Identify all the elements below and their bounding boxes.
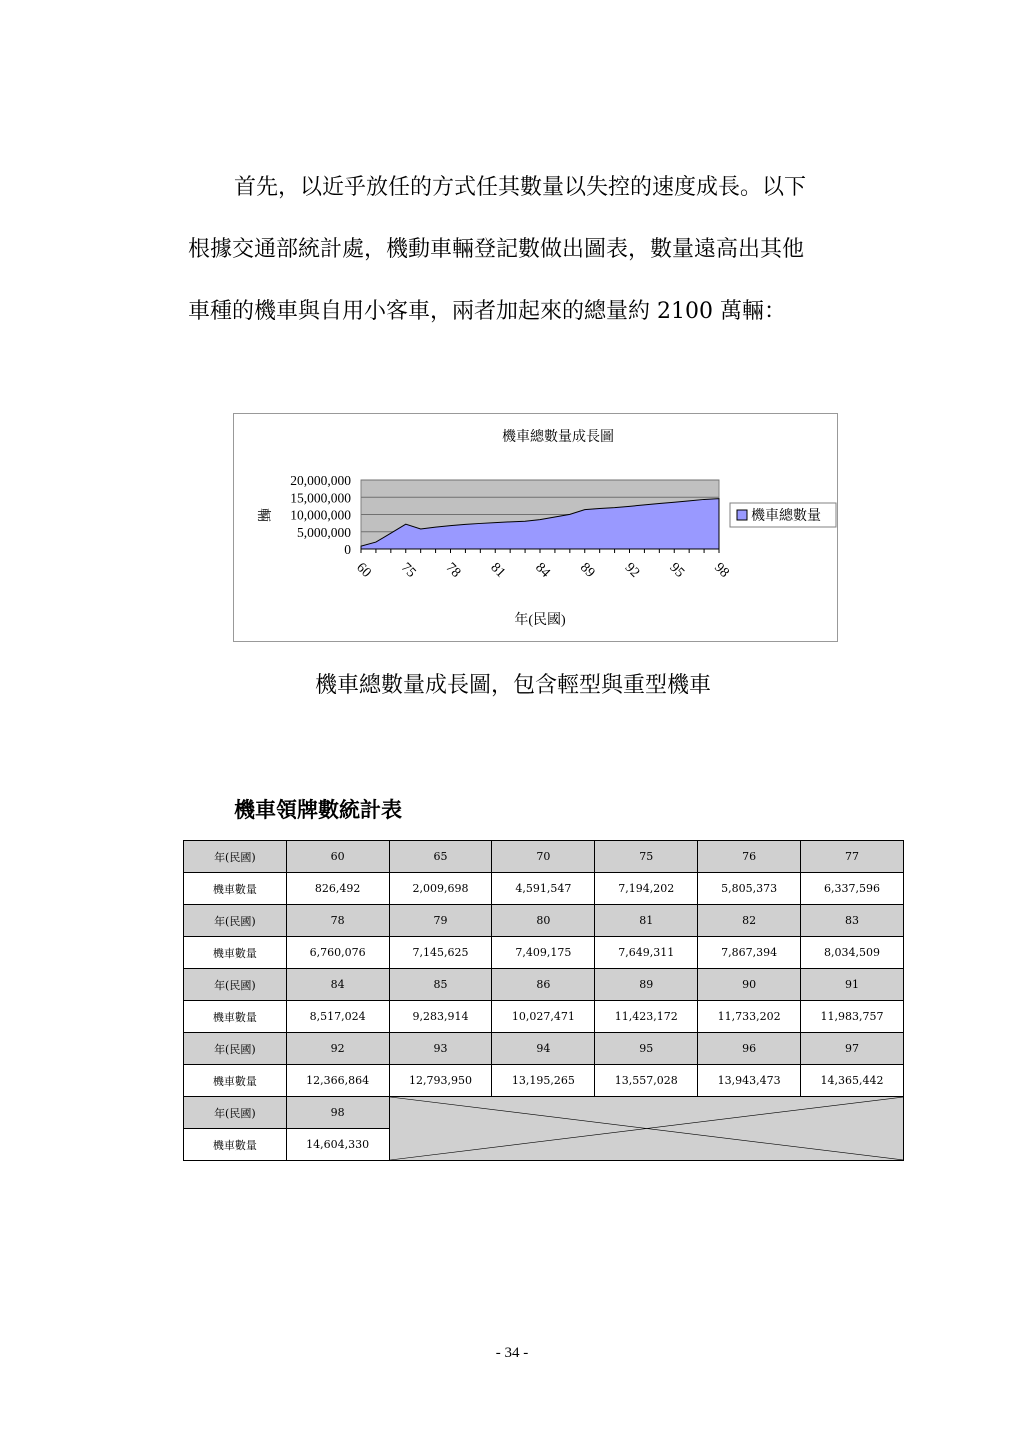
year-cell: 89 (595, 969, 698, 1001)
legend-swatch (737, 510, 747, 520)
year-cell: 70 (492, 841, 595, 873)
count-cell: 14,604,330 (286, 1129, 389, 1161)
x-tick-label: 75 (397, 560, 419, 581)
count-cell: 4,591,547 (492, 873, 595, 905)
count-cell: 8,034,509 (801, 937, 904, 969)
y-tick-label: 5,000,000 (297, 524, 351, 540)
count-cell: 13,195,265 (492, 1065, 595, 1097)
count-cell: 12,793,950 (389, 1065, 492, 1097)
chart-canvas (234, 414, 839, 643)
empty-crossed-cell (389, 1097, 903, 1161)
count-cell: 8,517,024 (286, 1001, 389, 1033)
count-cell: 5,805,373 (698, 873, 801, 905)
year-cell: 76 (698, 841, 801, 873)
year-cell: 93 (389, 1033, 492, 1065)
year-cell: 78 (286, 905, 389, 937)
page-number: - 34 - (495, 1345, 529, 1361)
x-tick-label: 92 (621, 560, 643, 581)
x-tick-label: 84 (532, 560, 553, 581)
year-cell: 83 (801, 905, 904, 937)
year-cell: 86 (492, 969, 595, 1001)
count-cell: 6,760,076 (286, 937, 389, 969)
y-tick-label: 15,000,000 (290, 490, 351, 506)
year-cell: 95 (595, 1033, 698, 1065)
x-tick-label: 81 (487, 560, 508, 581)
count-cell: 13,557,028 (595, 1065, 698, 1097)
count-cell: 7,194,202 (595, 873, 698, 905)
y-axis-label: 輛 (255, 508, 270, 522)
count-cell: 12,366,864 (286, 1065, 389, 1097)
year-cell: 82 (698, 905, 801, 937)
year-cell: 75 (595, 841, 698, 873)
table-year-row (184, 1033, 904, 1065)
count-header-cell: 機車數量 (184, 1065, 287, 1097)
year-cell: 90 (698, 969, 801, 1001)
table-count-row (184, 1065, 904, 1097)
year-header-cell: 年(民國) (184, 1097, 287, 1129)
count-cell: 11,423,172 (595, 1001, 698, 1033)
year-cell: 84 (286, 969, 389, 1001)
year-header-cell: 年(民國) (184, 1033, 287, 1065)
year-cell: 97 (801, 1033, 904, 1065)
x-axis-label: 年(民國) (514, 613, 566, 628)
count-cell: 13,943,473 (698, 1065, 801, 1097)
count-header-cell: 機車數量 (184, 873, 287, 905)
year-cell: 92 (286, 1033, 389, 1065)
year-cell: 79 (389, 905, 492, 937)
year-cell: 65 (389, 841, 492, 873)
year-cell: 60 (286, 841, 389, 873)
table-year-row (184, 841, 904, 873)
count-cell: 6,337,596 (801, 873, 904, 905)
count-header-cell: 機車數量 (184, 1001, 287, 1033)
motorcycle-growth-chart (233, 413, 838, 642)
x-tick-label: 60 (353, 560, 374, 581)
count-cell: 9,283,914 (389, 1001, 492, 1033)
chart-title: 機車總數量成長圖 (502, 428, 614, 444)
y-tick-label: 10,000,000 (290, 507, 351, 523)
y-tick-label: 20,000,000 (290, 473, 351, 488)
paragraph-line-2: 根據交通部統計處，機動車輛登記數做出圖表，數量遠高出其他 (188, 237, 805, 262)
count-cell: 14,365,442 (801, 1065, 904, 1097)
year-cell: 91 (801, 969, 904, 1001)
year-header-cell: 年(民國) (184, 905, 287, 937)
count-cell: 11,983,757 (801, 1001, 904, 1033)
year-header-cell: 年(民國) (184, 841, 287, 873)
x-tick-label: 98 (711, 560, 732, 581)
motorcycle-registration-table (183, 840, 904, 1161)
cross-lines (390, 1097, 903, 1160)
year-cell: 94 (492, 1033, 595, 1065)
count-cell: 7,145,625 (389, 937, 492, 969)
chart-caption: 機車總數量成長圖，包含輕型與重型機車 (314, 673, 711, 698)
count-header-cell: 機車數量 (184, 937, 287, 969)
count-cell: 826,492 (286, 873, 389, 905)
paragraph-line-1: 首先，以近乎放任的方式任其數量以失控的速度成長。以下 (234, 175, 807, 200)
x-tick-label: 89 (576, 560, 598, 581)
count-cell: 7,409,175 (492, 937, 595, 969)
year-cell: 98 (286, 1097, 389, 1129)
x-tick-label: 95 (666, 560, 687, 581)
year-cell: 80 (492, 905, 595, 937)
table-count-row (184, 873, 904, 905)
table-year-row (184, 1097, 904, 1129)
table-count-row (184, 1001, 904, 1033)
count-cell: 2,009,698 (389, 873, 492, 905)
year-cell: 77 (801, 841, 904, 873)
x-tick-label: 78 (442, 560, 464, 581)
table-title: 機車領牌數統計表 (234, 797, 402, 822)
year-cell: 85 (389, 969, 492, 1001)
table-year-row (184, 905, 904, 937)
y-tick-label: 0 (344, 542, 351, 557)
paragraph-line-3: 車種的機車與自用小客車，兩者加起來的總量約 2100 萬輛： (188, 299, 786, 324)
year-cell: 96 (698, 1033, 801, 1065)
count-cell: 7,649,311 (595, 937, 698, 969)
year-cell: 81 (595, 905, 698, 937)
legend-label: 機車總數量 (751, 507, 821, 523)
count-cell: 7,867,394 (698, 937, 801, 969)
count-cell: 11,733,202 (698, 1001, 801, 1033)
table-year-row (184, 969, 904, 1001)
count-header-cell: 機車數量 (184, 1129, 287, 1161)
year-header-cell: 年(民國) (184, 969, 287, 1001)
body-paragraph (188, 157, 903, 343)
count-cell: 10,027,471 (492, 1001, 595, 1033)
table-count-row (184, 937, 904, 969)
